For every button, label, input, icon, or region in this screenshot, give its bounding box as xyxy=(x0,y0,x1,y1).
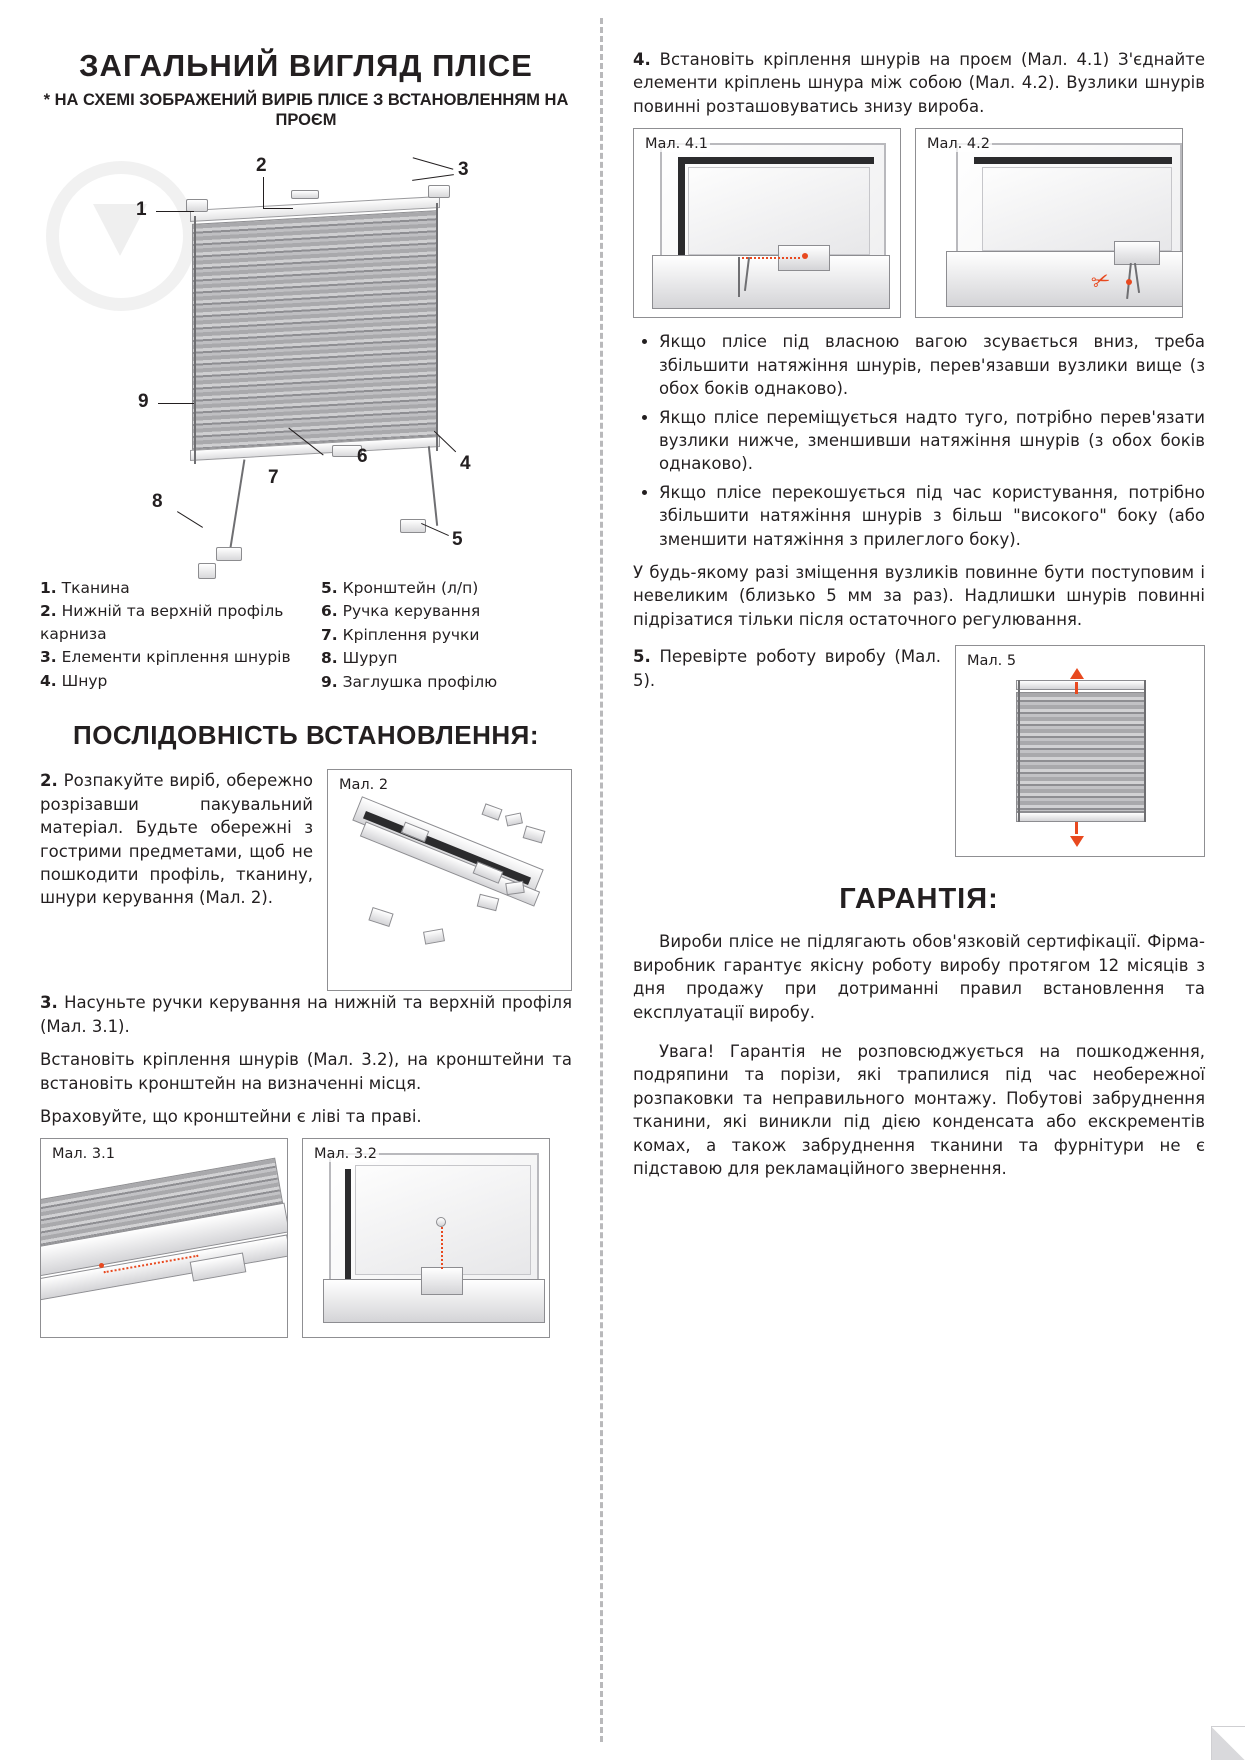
section-heading-warranty: ГАРАНТІЯ: xyxy=(839,883,999,916)
figure-3-1 xyxy=(40,1138,288,1338)
legend-right-list xyxy=(321,577,572,694)
diagram-number-9: 9 xyxy=(138,390,149,412)
pleated-blind-illustration xyxy=(190,203,440,458)
legend-label: Тканина xyxy=(61,578,130,597)
list-item: • Якщо пліcе переміщується надто туго, потрібно перев'язати вузлики нижче, зменшивши натяжіння шнурів (з обох боків однаково). xyxy=(659,406,1205,476)
cord-hanging xyxy=(738,257,740,297)
legend-number: 9. xyxy=(321,672,338,691)
step-5-text xyxy=(633,645,941,692)
top-profile xyxy=(1016,680,1146,690)
page-title: ЗАГАЛЬНИЙ ВИГЛЯД ПЛІСЕ xyxy=(79,48,533,83)
part-plug-c xyxy=(477,894,500,911)
list-item xyxy=(40,670,291,692)
figure-2 xyxy=(327,769,572,991)
legend-number: 6. xyxy=(321,602,338,621)
cord-left xyxy=(1018,680,1020,822)
figure-3-2-caption: Мал. 3.2 xyxy=(314,1146,377,1163)
step-5-body: Перевірте роботу виробу (Мал. 5). xyxy=(633,647,941,690)
step-5-number: 5. xyxy=(633,647,651,667)
corner-fold-decoration xyxy=(1211,1726,1245,1760)
figure-3-1-caption: Мал. 3.1 xyxy=(52,1146,115,1163)
warranty-paragraph-2: Увага! Гарантія не розповсюджується на пошкодження, подряпини та порізи, які трапилися під час необережної розпаковки та неправильного монтажу. Побутові забруднення тканини, які виникли під дією конденсата або екскрементів комах, а також забруднення тканини та фурнітури не є підставою для рекламаційного звернення. xyxy=(633,1042,1205,1179)
left-column xyxy=(0,0,600,1760)
diagram-number-3: 3 xyxy=(458,158,469,180)
motion-dash-top xyxy=(1075,682,1078,694)
leader-3b xyxy=(412,174,454,181)
legend-number: 1. xyxy=(40,578,57,597)
part-plug-a xyxy=(368,907,393,927)
page-subtitle: * НА СХЕМІ ЗОБРАЖЕНИЙ ВИРІБ ПЛІСЕ З ВСТАНОВЛЕННЯМ НА ПРОЄМ xyxy=(43,90,569,130)
step-3-text-a xyxy=(40,991,572,1038)
legend-number: 7. xyxy=(321,625,338,644)
legend-label: Ручка керування xyxy=(342,602,481,621)
scissors-icon: ✂ xyxy=(1088,266,1115,297)
diagram-number-8: 8 xyxy=(152,490,163,512)
cord-left xyxy=(194,216,196,464)
legend-number: 3. xyxy=(40,648,57,667)
figure-4-2 xyxy=(915,128,1183,318)
legend-number: 4. xyxy=(40,671,57,690)
figure-2-caption: Мал. 2 xyxy=(339,777,389,794)
legend-number: 2. xyxy=(40,602,57,621)
bracket-bottom-left xyxy=(216,547,242,561)
list-item xyxy=(321,600,572,622)
list-item xyxy=(321,647,572,669)
legend-label: Елементи кріплення шнурів xyxy=(61,648,291,667)
cord-right xyxy=(1144,680,1146,822)
figure-4-2-caption: Мал. 4.2 xyxy=(927,136,990,153)
bracket-bottom-right xyxy=(400,519,426,533)
window-seal-top xyxy=(678,157,874,164)
legend-number: 5. xyxy=(321,578,338,597)
step-3-text-c: Враховуйте, що кронштейни є ліві та праві. xyxy=(40,1106,422,1126)
watermark-logo xyxy=(46,161,196,311)
cord-right xyxy=(436,203,438,451)
part-bracket-a xyxy=(481,804,502,821)
figure-row-3 xyxy=(40,1138,572,1338)
motion-dash-bottom xyxy=(1075,822,1078,834)
step-3-body-a: Насуньте ручки керування на нижній та верхній профіля (Мал. 3.1). xyxy=(40,993,572,1036)
diagram-number-2: 2 xyxy=(256,154,267,176)
fabric-pleats xyxy=(192,210,438,450)
cord-mount-bracket xyxy=(1114,241,1160,265)
list-item: • Якщо пліcе під власною вагою зсувається вниз, треба збільшити натяжіння шнурів, перев'язавши вузлики вище (з обох боків однаково). xyxy=(659,330,1205,400)
right-column xyxy=(603,0,1245,1760)
legend-left-list xyxy=(40,577,291,694)
figure-4-1 xyxy=(633,128,901,318)
window-pane xyxy=(688,167,870,255)
legend xyxy=(40,577,572,694)
legend-label: Шнур xyxy=(61,671,108,690)
step-3-number: 3. xyxy=(40,993,58,1013)
window-seal xyxy=(345,1169,351,1281)
list-item xyxy=(321,624,572,646)
handle-top xyxy=(291,190,319,199)
leader-2b xyxy=(263,208,293,209)
window-seal-left xyxy=(678,157,685,257)
part-bracket-c xyxy=(523,826,546,844)
step-2-text xyxy=(40,769,313,910)
bottom-profile xyxy=(1016,812,1146,822)
list-item xyxy=(40,646,291,668)
diagram-number-1: 1 xyxy=(136,198,147,220)
step-2-body: Розпакуйте виріб, обережно розрізавши пакувальний матеріал. Будьте обережні з гострими предметами, щоб не пошкодити профіль, тканину, шнури керування (Мал. 2). xyxy=(40,771,313,908)
figure-row-4 xyxy=(633,128,1205,318)
leader-1 xyxy=(156,211,194,212)
legend-label: Нижній та верхній профіль карниза xyxy=(40,602,284,643)
legend-number: 8. xyxy=(321,649,338,668)
step-4-text xyxy=(633,48,1205,118)
step-4-number: 4. xyxy=(633,50,651,69)
leader-2 xyxy=(263,177,264,209)
part-bracket-b xyxy=(505,813,523,827)
fabric-pleats xyxy=(1016,692,1146,812)
figure-5-caption: Мал. 5 xyxy=(967,653,1017,670)
diagram-number-7: 7 xyxy=(268,466,279,488)
legend-label: Заглушка профілю xyxy=(342,672,498,691)
step-2-block xyxy=(40,769,572,991)
list-item: • Якщо пліcе перекошується під час користування, потрібно збільшити натяжіння шнурів з більш "високого" боку (або зменшити натяжіння з прилеглого боку). xyxy=(659,481,1205,551)
screw-plug xyxy=(198,563,216,579)
leader-3 xyxy=(413,157,454,170)
diagram-number-4: 4 xyxy=(460,452,471,474)
step-3-text-b: Встановіть кріплення шнурів (Мал. 3.2), на кронштейни та встановіть кронштейн на визначенні місця. xyxy=(40,1050,572,1093)
arrow-down-icon xyxy=(1070,836,1084,847)
step-2-number: 2. xyxy=(40,771,58,791)
list-item xyxy=(40,577,291,599)
warranty-paragraph-1: Вироби пліcе не підлягають обов'язковій сертифікації. Фірма-виробник гарантує якісну роботу виробу протягом 12 місяців з дня продажу при дотриманні правил встановлення та експлуатації виробу. xyxy=(633,932,1205,1022)
adjustment-bullet-list xyxy=(633,330,1205,551)
legend-label: Кронштейн (л/п) xyxy=(342,578,479,597)
leader-8 xyxy=(177,511,203,528)
figure-3-2 xyxy=(302,1138,550,1338)
cord-lower-left xyxy=(229,459,246,553)
arrow-up-icon xyxy=(1070,668,1084,679)
part-plug-b xyxy=(423,929,445,945)
diagram-number-5: 5 xyxy=(452,528,463,550)
bracket-top-right xyxy=(428,185,450,198)
adjustment-note: У будь-якому разі зміщення вузликів повинне бути поступовим і невеликим (близько 5 мм за раз). Надлишки шнурів повинні підрізатися тільки після остаточного регулювання. xyxy=(633,563,1205,629)
step-4-body: Встановіть кріплення шнурів на проєм (Мал. 4.1) З'єднайте елементи кріплень шнура між собою (Мал. 4.2). Вузлики шнурів повинні розташовуватись знизу виробa. xyxy=(633,50,1205,116)
list-item xyxy=(40,600,291,645)
product-overview-diagram xyxy=(40,141,572,571)
diagram-number-6: 6 xyxy=(357,445,368,467)
legend-label: Кріплення ручки xyxy=(342,625,480,644)
window-sill xyxy=(652,255,890,309)
legend-label: Шуруп xyxy=(342,649,398,668)
figure-5 xyxy=(955,645,1205,857)
step-5-block xyxy=(633,645,1205,857)
list-item xyxy=(321,671,572,693)
cord-lower-right xyxy=(428,446,438,526)
leader-9 xyxy=(158,403,194,404)
figure-4-1-caption: Мал. 4.1 xyxy=(645,136,708,153)
window-pane xyxy=(982,167,1172,251)
screw-axis-dotted xyxy=(441,1223,443,1269)
window-seal-top xyxy=(974,157,1172,164)
list-item xyxy=(321,577,572,599)
section-heading-installation: ПОСЛІДОВНІСТЬ ВСТАНОВЛЕННЯ: xyxy=(73,720,539,751)
bracket-mounted xyxy=(421,1267,463,1295)
